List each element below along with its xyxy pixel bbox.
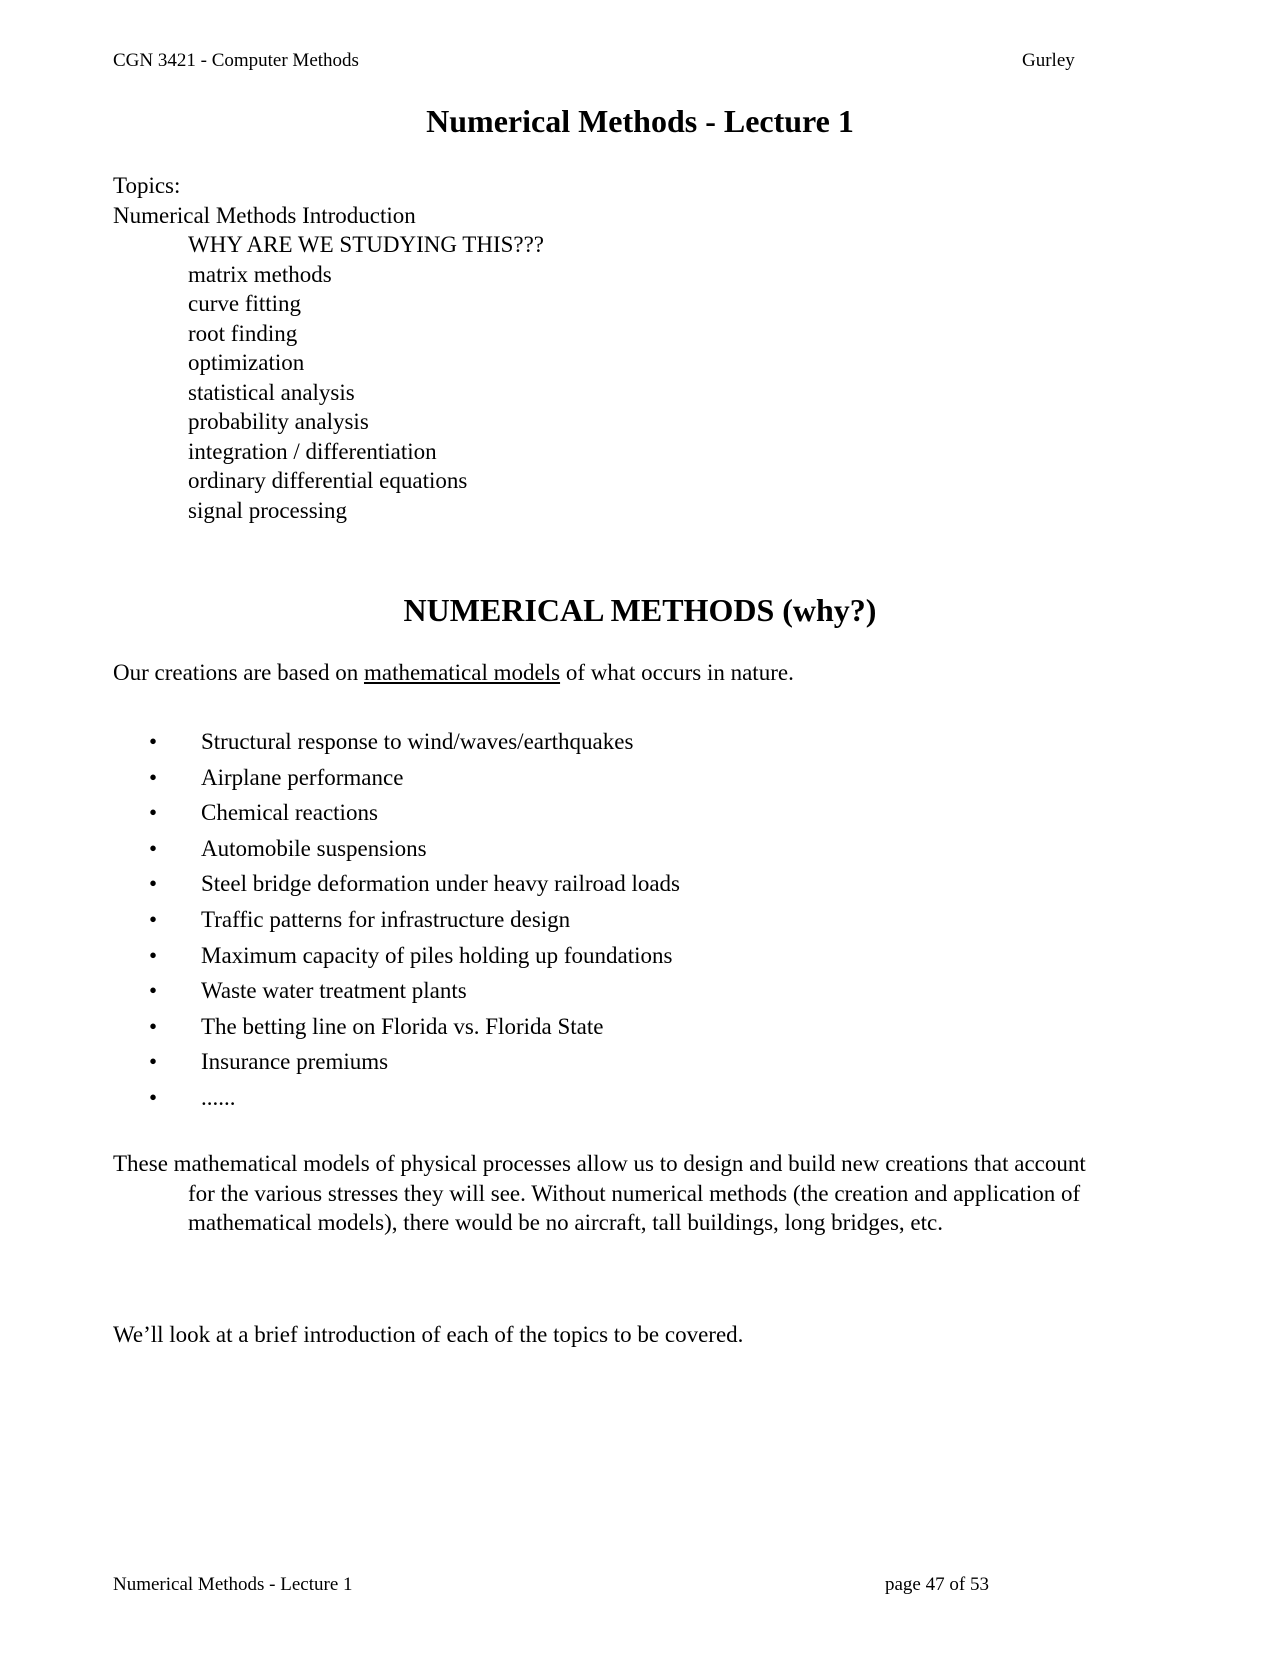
bullet-icon: •: [149, 835, 158, 861]
list-item-text: Chemical reactions: [201, 800, 378, 826]
header-course: CGN 3421 - Computer Methods: [113, 50, 359, 71]
topic-item: statistical analysis: [188, 379, 355, 405]
bullet-icon: •: [149, 942, 158, 968]
list-item-text: ......: [201, 1084, 236, 1110]
list-item-text: Structural response to wind/waves/earthquakes: [201, 729, 634, 754]
bullet-icon: •: [149, 1084, 158, 1110]
topic-item: optimization: [188, 350, 305, 375]
bullet-icon: •: [149, 1049, 158, 1075]
bullet-icon: •: [149, 1013, 158, 1039]
footer-title: Numerical Methods - Lecture 1: [113, 1574, 353, 1595]
topic-item: root finding: [188, 320, 298, 346]
topic-item: signal processing: [188, 497, 348, 523]
topics-heading: Numerical Methods Introduction: [113, 202, 416, 228]
intro-text-before: Our creations are based on: [113, 660, 364, 685]
bullet-icon: •: [149, 729, 158, 754]
list-item-text: Insurance premiums: [201, 1049, 389, 1075]
topics-label: Topics:: [113, 173, 181, 198]
paragraph-line: for the various stresses they will see. Without numerical methods (the creation and application of: [188, 1180, 1081, 1206]
bullet-icon: •: [149, 978, 158, 1004]
list-item-text: Maximum capacity of piles holding up foundations: [201, 942, 673, 968]
list-item-text: The betting line on Florida vs. Florida State: [201, 1013, 604, 1039]
topic-item: matrix methods: [188, 261, 332, 287]
topic-item: probability analysis: [188, 409, 369, 434]
paragraph-line: These mathematical models of physical processes allow us to design and build new creations that account: [113, 1151, 1086, 1176]
list-item-text: Automobile suspensions: [201, 835, 427, 861]
topic-item: curve fitting: [188, 291, 302, 316]
page-number: page 47 of 53: [885, 1574, 989, 1595]
header-author: Gurley: [1022, 50, 1075, 71]
closing-sentence: We’ll look at a brief introduction of each of the topics to be covered.: [113, 1322, 744, 1347]
list-item-text: Traffic patterns for infrastructure design: [201, 906, 571, 932]
page-title: Numerical Methods - Lecture 1: [426, 103, 854, 139]
topics-block: [113, 171, 544, 525]
section-title: NUMERICAL METHODS (why?): [403, 592, 877, 628]
bullet-icon: •: [149, 906, 158, 932]
list-item-text: Steel bridge deformation under heavy railroad loads: [201, 871, 681, 897]
bullet-icon: •: [149, 764, 158, 790]
intro-sentence: [113, 660, 794, 686]
topic-item: integration / differentiation: [188, 438, 437, 464]
paragraph-line: mathematical models), there would be no aircraft, tall buildings, long bridges, etc.: [188, 1210, 943, 1235]
body-paragraph: [113, 1149, 1173, 1238]
intro-underlined-text: mathematical models: [363, 660, 561, 685]
bullet-icon: •: [149, 800, 158, 826]
list-item-text: Waste water treatment plants: [201, 978, 467, 1004]
topic-item: WHY ARE WE STUDYING THIS???: [188, 232, 545, 257]
list-item-text: Airplane performance: [201, 764, 404, 790]
topic-item: ordinary differential equations: [188, 468, 468, 493]
intro-text-after: of what occurs in nature.: [560, 660, 794, 685]
bullet-icon: •: [149, 871, 158, 897]
